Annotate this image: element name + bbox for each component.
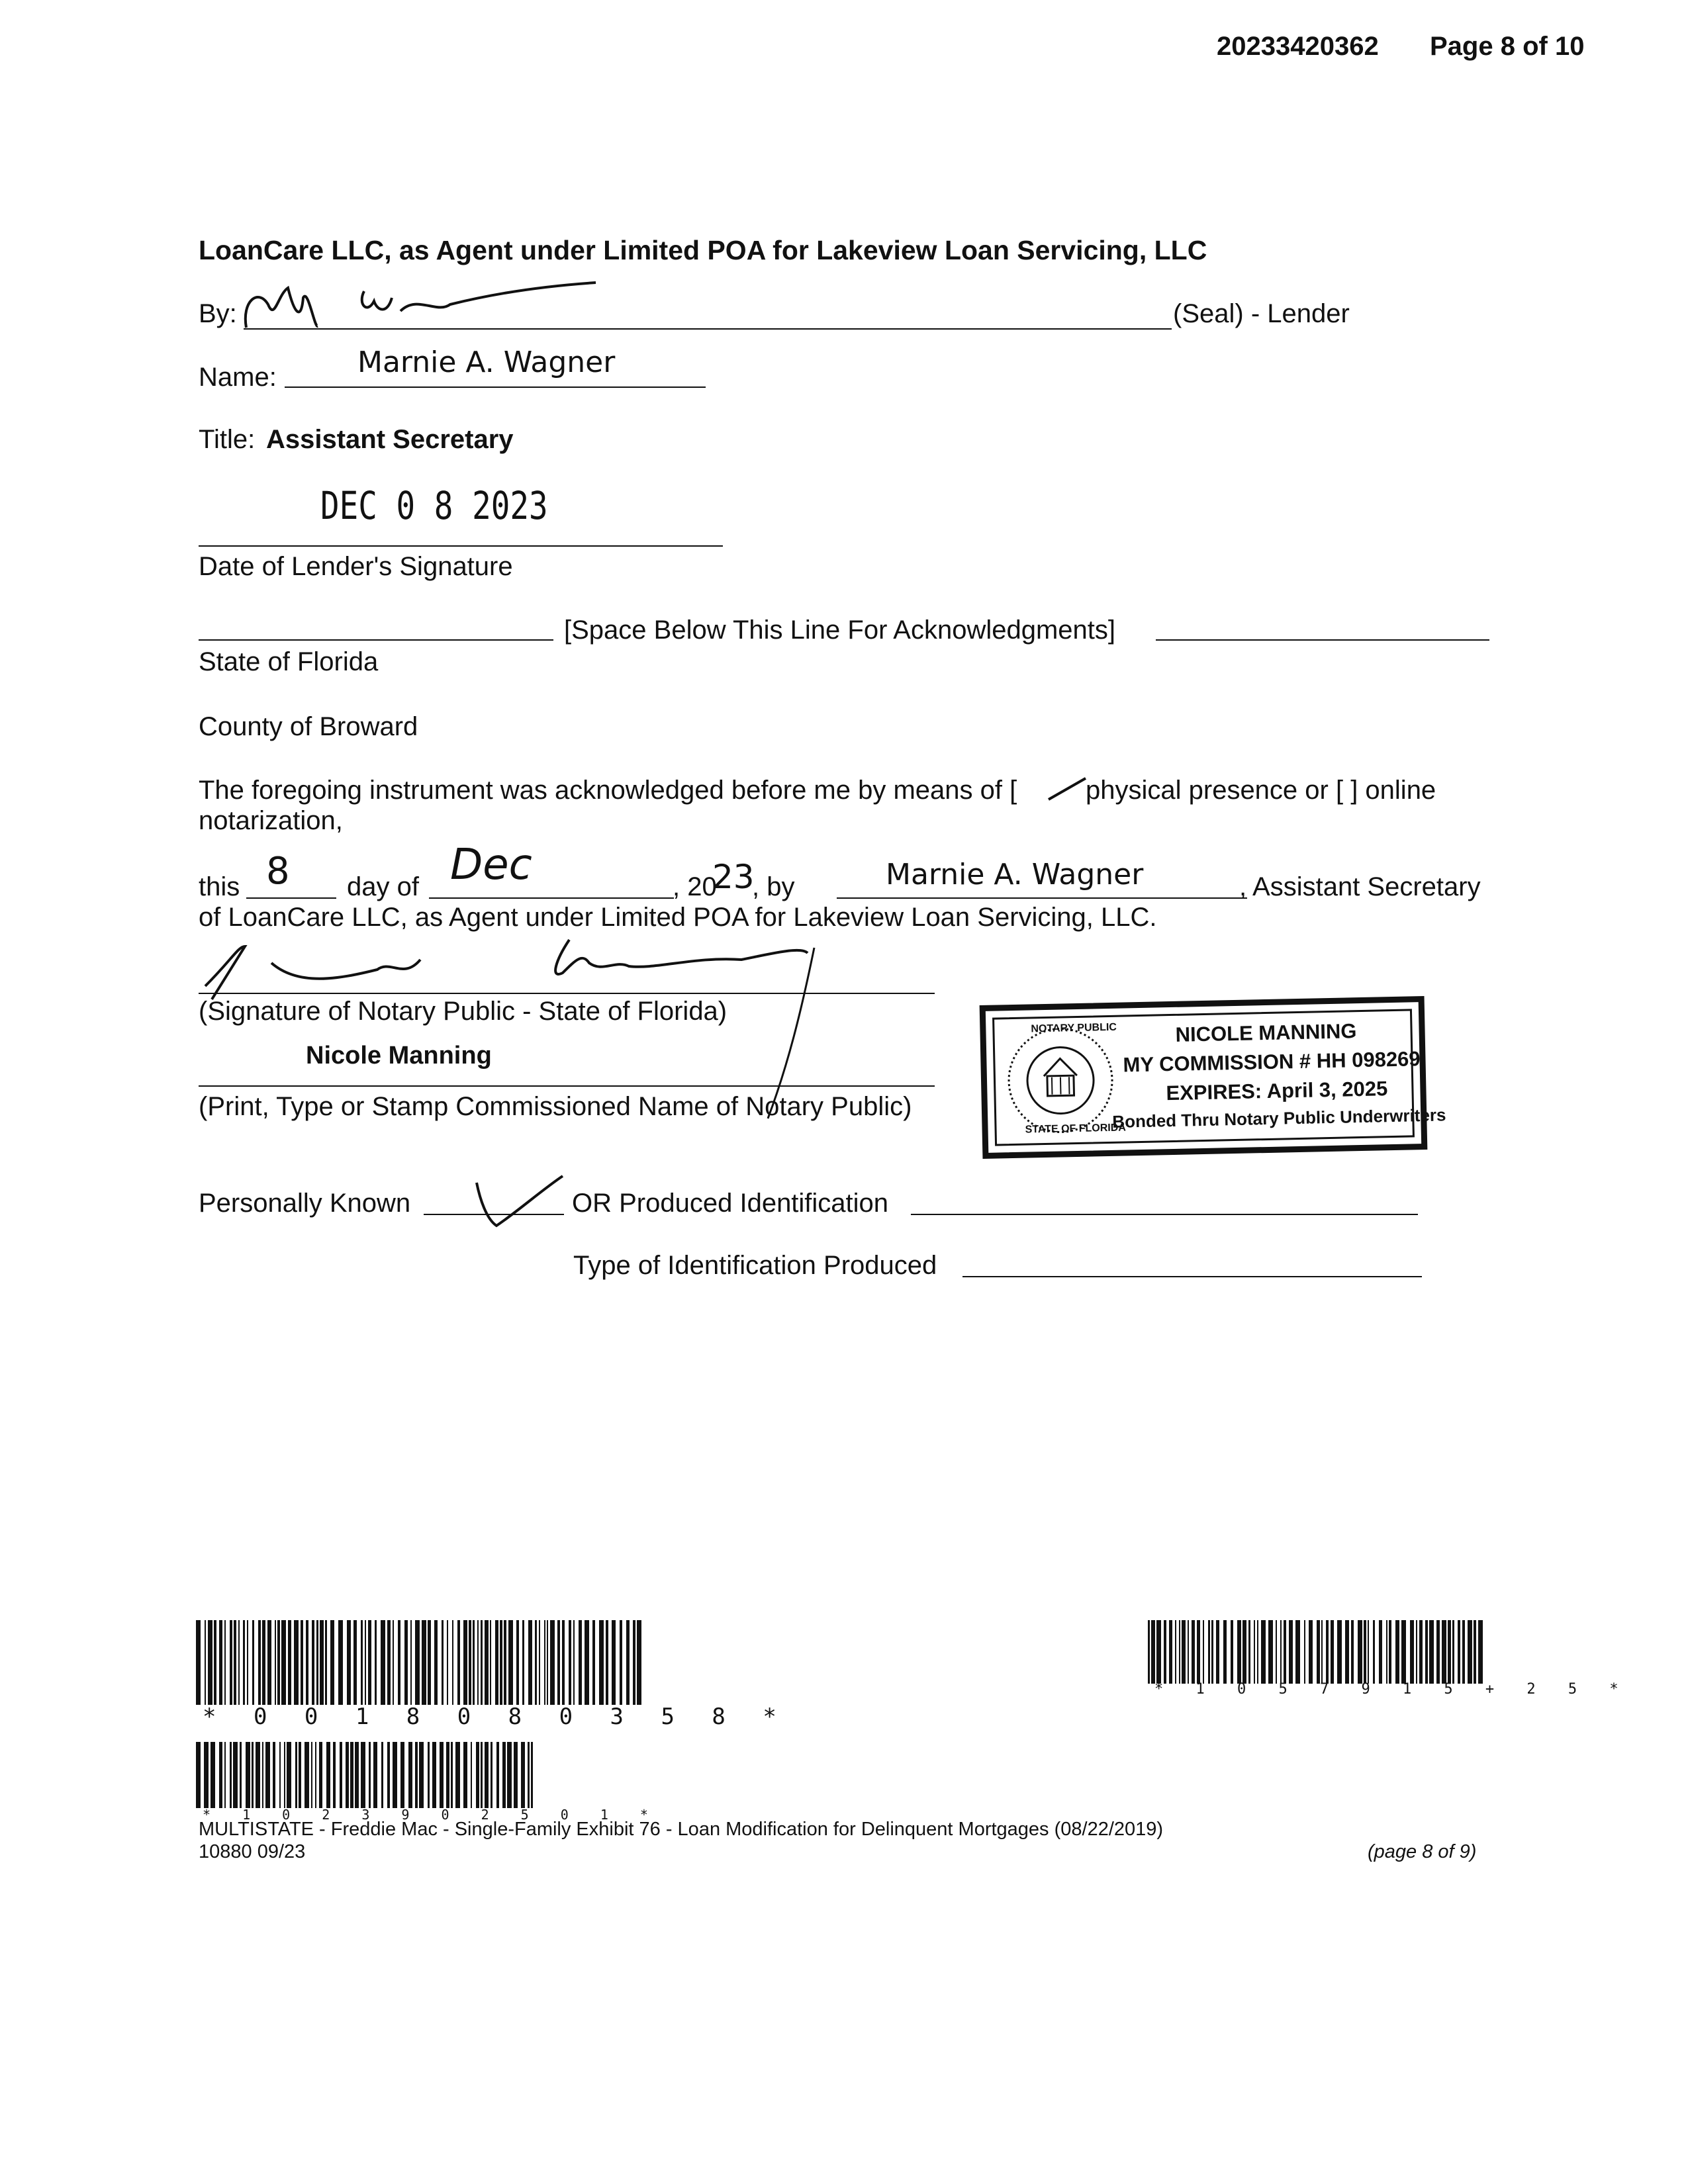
barcode-bar — [562, 1620, 565, 1705]
barcode-bar — [419, 1742, 424, 1808]
barcode-bar — [338, 1620, 343, 1705]
barcode-bar — [434, 1620, 438, 1705]
barcode-bar — [469, 1620, 471, 1705]
barcode-bar — [457, 1620, 460, 1705]
ack-notarization-word: notarization, — [199, 806, 343, 835]
barcode-bar — [473, 1620, 475, 1705]
barcode-bar — [1386, 1620, 1387, 1684]
seal-lender-label: (Seal) - Lender — [1173, 299, 1350, 328]
barcode-bar — [446, 1742, 449, 1808]
barcode-bar — [246, 1742, 250, 1808]
barcode-bar — [1156, 1620, 1161, 1684]
barcode-bar — [422, 1620, 426, 1705]
barcode-bar — [265, 1742, 270, 1808]
barcode-bar — [1309, 1620, 1313, 1684]
barcode-bar — [256, 1742, 260, 1808]
barcode-bar — [1448, 1620, 1451, 1684]
barcode-left-bottom-label: * 1 0 2 3 9 0 2 5 0 1 * — [203, 1807, 660, 1823]
barcode-bar — [1462, 1620, 1465, 1684]
county-label: County of Broward — [199, 712, 418, 741]
barcode-bar — [606, 1620, 608, 1705]
notary-signature-label: (Signature of Notary Public - State of Florida) — [199, 997, 727, 1026]
barcode-bar — [1276, 1620, 1277, 1684]
barcode-bar — [528, 1742, 530, 1808]
barcode-bar — [311, 1742, 312, 1808]
barcode-bar — [1151, 1620, 1155, 1684]
barcode-bar — [1248, 1620, 1250, 1684]
ack-sentence-start: The foregoing instrument was acknowledged before me by means of [ — [199, 776, 1017, 805]
barcode-bar — [281, 1620, 286, 1705]
barcode-bar — [1237, 1620, 1241, 1684]
barcode-bar — [1223, 1620, 1227, 1684]
barcode-bar — [516, 1620, 519, 1705]
barcode-bar — [1337, 1620, 1342, 1684]
barcode-bar — [219, 1742, 222, 1808]
barcode-bar — [504, 1620, 506, 1705]
seal-top-text: NOTARY PUBLIC — [1031, 1021, 1117, 1035]
type-of-identification-label: Type of Identification Produced — [573, 1251, 937, 1280]
barcode-bar — [579, 1620, 582, 1705]
barcode-bar — [1295, 1620, 1300, 1684]
barcode-bar — [240, 1742, 242, 1808]
barcode-bar — [507, 1742, 512, 1808]
barcode-bar — [277, 1620, 280, 1705]
barcode-bar — [1208, 1620, 1210, 1684]
year-value: 23 — [712, 858, 755, 896]
barcode-left-bottom — [196, 1742, 535, 1808]
barcode-bar — [196, 1620, 201, 1705]
barcode-bar — [508, 1620, 513, 1705]
date-of-signature-label: Date of Lender's Signature — [199, 552, 513, 581]
barcode-bar — [1452, 1620, 1454, 1684]
stamp-expiration: EXPIRES: April 3, 2025 — [1166, 1077, 1388, 1105]
barcode-bar — [1425, 1620, 1428, 1684]
barcode-bar — [592, 1620, 595, 1705]
day-value: 8 — [266, 850, 290, 893]
barcode-bar — [415, 1742, 418, 1808]
barcode-bar — [544, 1620, 545, 1705]
barcode-bar — [485, 1742, 489, 1808]
barcode-bar — [476, 1742, 479, 1808]
barcode-bar — [442, 1620, 444, 1705]
barcode-bar — [415, 1620, 420, 1705]
barcode-bar — [1182, 1620, 1186, 1684]
personally-known-label: Personally Known — [199, 1189, 411, 1218]
barcode-bar — [1216, 1620, 1219, 1684]
barcode-bar — [279, 1742, 281, 1808]
barcode-left-top-label: * 0 0 1 8 0 8 0 3 5 8 * — [203, 1704, 788, 1730]
barcode-bar — [258, 1620, 261, 1705]
barcode-bar — [1304, 1620, 1305, 1684]
barcode-bar — [522, 1620, 524, 1705]
barcode-bar — [500, 1620, 502, 1705]
barcode-bar — [1164, 1620, 1166, 1684]
barcode-bar — [361, 1620, 363, 1705]
stamp-bonded: Bonded Thru Notary Public Underwriters — [1112, 1105, 1446, 1132]
month-value: Dec — [450, 841, 532, 889]
barcode-bar — [267, 1620, 271, 1705]
barcode-bar — [208, 1620, 212, 1705]
notary-stamp — [980, 996, 1446, 1159]
barcode-bar — [295, 1742, 297, 1808]
lender-signature — [238, 275, 609, 334]
barcode-bar — [1478, 1620, 1483, 1684]
barcode-bar — [1358, 1620, 1362, 1684]
barcode-bar — [452, 1620, 453, 1705]
ack-signer-title: , Assistant Secretary — [1239, 872, 1481, 901]
barcode-bar — [350, 1742, 353, 1808]
barcode-bar — [387, 1742, 390, 1808]
barcode-bar — [319, 1742, 322, 1808]
form-title: MULTISTATE - Freddie Mac - Single-Family Exhibit 76 - Loan Modification for Delinquent Mortgages (08/22/2019) — [199, 1819, 1164, 1840]
barcode-bar — [481, 1620, 483, 1705]
this-label: this — [199, 872, 240, 901]
title-label: Title: — [199, 425, 256, 454]
title-value: Assistant Secretary — [266, 425, 514, 454]
barcode-bar — [539, 1620, 540, 1705]
form-code: 10880 09/23 — [199, 1841, 306, 1862]
barcode-bar — [381, 1742, 383, 1808]
barcode-bar — [275, 1620, 276, 1705]
barcode-bar — [428, 1620, 431, 1705]
barcode-left-top — [196, 1620, 643, 1705]
barcode-bar — [1368, 1620, 1369, 1684]
barcode-bar — [273, 1742, 275, 1808]
barcode-bar — [1268, 1620, 1273, 1684]
barcode-bar — [410, 1620, 412, 1705]
barcode-bar — [1211, 1620, 1213, 1684]
barcode-bar — [1175, 1620, 1176, 1684]
page-indicator: Page 8 of 10 — [1430, 32, 1585, 61]
barcode-bar — [1442, 1620, 1446, 1684]
barcode-bar — [387, 1620, 391, 1705]
barcode-bar — [490, 1620, 491, 1705]
barcode-bar — [233, 1742, 238, 1808]
barcode-bar — [1284, 1620, 1286, 1684]
barcode-bar — [252, 1742, 254, 1808]
barcode-bar — [1148, 1620, 1150, 1684]
barcode-bar — [1345, 1620, 1349, 1684]
barcode-bar — [1364, 1620, 1366, 1684]
barcode-bar — [1458, 1620, 1460, 1684]
barcode-bar — [1373, 1620, 1375, 1684]
barcode-bar — [428, 1742, 430, 1808]
barcode-bar — [535, 1620, 537, 1705]
barcode-bar — [404, 1620, 408, 1705]
barcode-right-top-label: * 1 0 5 7 9 1 5 + 2 5 * — [1154, 1681, 1630, 1698]
barcode-bar — [531, 1742, 533, 1808]
barcode-bar — [502, 1742, 506, 1808]
barcode-bar — [569, 1620, 571, 1705]
stamp-commission-number: MY COMMISSION # HH 098269 — [1123, 1047, 1421, 1077]
signer-name-value: Marnie A. Wagner — [357, 345, 616, 379]
barcode-bar — [440, 1742, 444, 1808]
barcode-bar — [521, 1742, 525, 1808]
barcode-bar — [252, 1620, 254, 1705]
ack-sentence-end: of LoanCare LLC, as Agent under Limited POA for Lakeview Loan Servicing, LLC. — [199, 903, 1157, 932]
barcode-bar — [361, 1742, 365, 1808]
barcode-bar — [347, 1620, 351, 1705]
barcode-bar — [1261, 1620, 1266, 1684]
barcode-bar — [393, 1620, 394, 1705]
barcode-bar — [305, 1742, 309, 1808]
notary-printed-name: Nicole Manning — [306, 1042, 492, 1069]
barcode-bar — [1257, 1620, 1258, 1684]
barcode-bar — [633, 1620, 635, 1705]
barcode-bar — [214, 1620, 216, 1705]
barcode-bar — [353, 1620, 357, 1705]
barcode-bar — [312, 1620, 314, 1705]
barcode-bar — [547, 1620, 548, 1705]
barcode-bar — [1416, 1620, 1417, 1684]
barcode-bar — [408, 1742, 412, 1808]
barcode-bar — [333, 1742, 336, 1808]
barcode-bar — [301, 1620, 303, 1705]
barcode-bar — [471, 1742, 472, 1808]
barcode-bar — [1410, 1620, 1414, 1684]
barcode-bar — [455, 1742, 460, 1808]
barcode-bar — [381, 1620, 385, 1705]
barcode-right-top — [1148, 1620, 1487, 1684]
barcode-bar — [463, 1742, 467, 1808]
barcode-bar — [1321, 1620, 1323, 1684]
state-label: State of Florida — [199, 647, 379, 676]
barcode-bar — [262, 1620, 265, 1705]
barcode-bar — [230, 1742, 232, 1808]
barcode-bar — [224, 1742, 226, 1808]
barcode-bar — [557, 1620, 560, 1705]
barcode-bar — [447, 1620, 448, 1705]
barcode-bar — [1280, 1620, 1282, 1684]
barcode-bar — [573, 1620, 575, 1705]
barcode-bar — [299, 1742, 301, 1808]
barcode-bar — [491, 1742, 492, 1808]
barcode-bar — [247, 1620, 248, 1705]
barcode-bar — [375, 1620, 377, 1705]
by-clause-label: , by — [752, 872, 795, 901]
barcode-bar — [637, 1620, 641, 1705]
barcode-bar — [1188, 1620, 1189, 1684]
ack-sentence-options: physical presence or [ ] online — [1086, 776, 1436, 805]
name-label: Name: — [199, 363, 277, 392]
barcode-bar — [1379, 1620, 1382, 1684]
barcode-bar — [451, 1742, 453, 1808]
barcode-bar — [550, 1620, 555, 1705]
barcode-bar — [400, 1742, 404, 1808]
barcode-bar — [315, 1742, 316, 1808]
barcode-bar — [325, 1620, 327, 1705]
barcode-bar — [481, 1742, 483, 1808]
barcode-bar — [294, 1620, 299, 1705]
acknowledgment-divider-text: [Space Below This Line For Acknowledgments] — [564, 615, 1116, 645]
barcode-bar — [1474, 1620, 1476, 1684]
barcode-bar — [1326, 1620, 1329, 1684]
barcode-bar — [238, 1620, 240, 1705]
barcode-bar — [612, 1620, 616, 1705]
barcode-bar — [626, 1620, 630, 1705]
barcode-bar — [340, 1742, 342, 1808]
barcode-bar — [514, 1742, 518, 1808]
lender-block-title: LoanCare LLC, as Agent under Limited POA for Lakeview Loan Servicing, LLC — [199, 235, 1207, 265]
day-of-label: day of — [347, 872, 419, 901]
form-page-of: (page 8 of 9) — [1368, 1841, 1477, 1862]
barcode-bar — [262, 1742, 263, 1808]
barcode-bar — [211, 1742, 215, 1808]
barcode-bar — [316, 1620, 318, 1705]
barcode-bar — [365, 1620, 366, 1705]
barcode-bar — [1169, 1620, 1172, 1684]
barcode-bar — [1254, 1620, 1255, 1684]
barcode-bar — [234, 1620, 236, 1705]
barcode-bar — [393, 1742, 397, 1808]
barcode-bar — [398, 1620, 400, 1705]
barcode-bar — [585, 1620, 589, 1705]
barcode-bar — [1192, 1620, 1195, 1684]
barcode-bar — [1203, 1620, 1204, 1684]
barcode-bar — [495, 1620, 498, 1705]
barcode-bar — [1419, 1620, 1423, 1684]
by-label: By: — [199, 299, 237, 328]
barcode-bar — [287, 1742, 291, 1808]
barcode-bar — [1243, 1620, 1246, 1684]
barcode-bar — [1389, 1620, 1391, 1684]
barcode-bar — [306, 1620, 308, 1705]
barcode-bar — [346, 1742, 349, 1808]
barcode-bar — [1429, 1620, 1434, 1684]
barcode-bar — [1317, 1620, 1320, 1684]
barcode-bar — [355, 1742, 359, 1808]
barcode-bar — [243, 1620, 245, 1705]
barcode-bar — [288, 1620, 291, 1705]
barcode-bar — [373, 1742, 377, 1808]
notary-print-name-label: (Print, Type or Stamp Commissioned Name of Notary Public) — [199, 1092, 912, 1121]
barcode-bar — [330, 1620, 334, 1705]
barcode-bar — [599, 1620, 604, 1705]
barcode-bar — [496, 1742, 499, 1808]
barcode-bar — [284, 1742, 285, 1808]
barcode-bar — [1179, 1620, 1180, 1684]
ack-signer-name: Marnie A. Wagner — [886, 858, 1144, 891]
barcode-bar — [485, 1620, 489, 1705]
barcode-bar — [219, 1620, 222, 1705]
barcode-bar — [1351, 1620, 1354, 1684]
barcode-bar — [320, 1620, 324, 1705]
or-produced-identification-label: OR Produced Identification — [572, 1189, 889, 1218]
stamp-notary-name: NICOLE MANNING — [1175, 1019, 1357, 1046]
seal-bottom-text: STATE OF FLORIDA — [1025, 1122, 1127, 1136]
barcode-bar — [432, 1742, 436, 1808]
barcode-bar — [1468, 1620, 1472, 1684]
barcode-bar — [196, 1742, 201, 1808]
barcode-bar — [477, 1620, 479, 1705]
notary-seal-icon — [1003, 1023, 1118, 1138]
barcode-bar — [369, 1742, 371, 1808]
barcode-bar — [1331, 1620, 1334, 1684]
barcode-bar — [1436, 1620, 1440, 1684]
barcode-bar — [230, 1620, 232, 1705]
barcode-bar — [368, 1620, 371, 1705]
barcode-bar — [1289, 1620, 1293, 1684]
lender-signature-date: DEC 0 8 2023 — [320, 483, 548, 528]
barcode-bar — [620, 1620, 622, 1705]
barcode-bar — [463, 1620, 467, 1705]
personally-known-checkmark — [470, 1173, 569, 1232]
barcode-bar — [1197, 1620, 1200, 1684]
barcode-bar — [1401, 1620, 1406, 1684]
barcode-bar — [204, 1742, 209, 1808]
document-number: 20233420362 — [1217, 32, 1379, 61]
barcode-bar — [528, 1620, 532, 1705]
barcode-bar — [205, 1620, 206, 1705]
year-prefix: , 20 — [673, 872, 717, 901]
barcode-bar — [326, 1742, 330, 1808]
barcode-bar — [224, 1620, 226, 1705]
barcode-bar — [1395, 1620, 1399, 1684]
barcode-bar — [1231, 1620, 1233, 1684]
